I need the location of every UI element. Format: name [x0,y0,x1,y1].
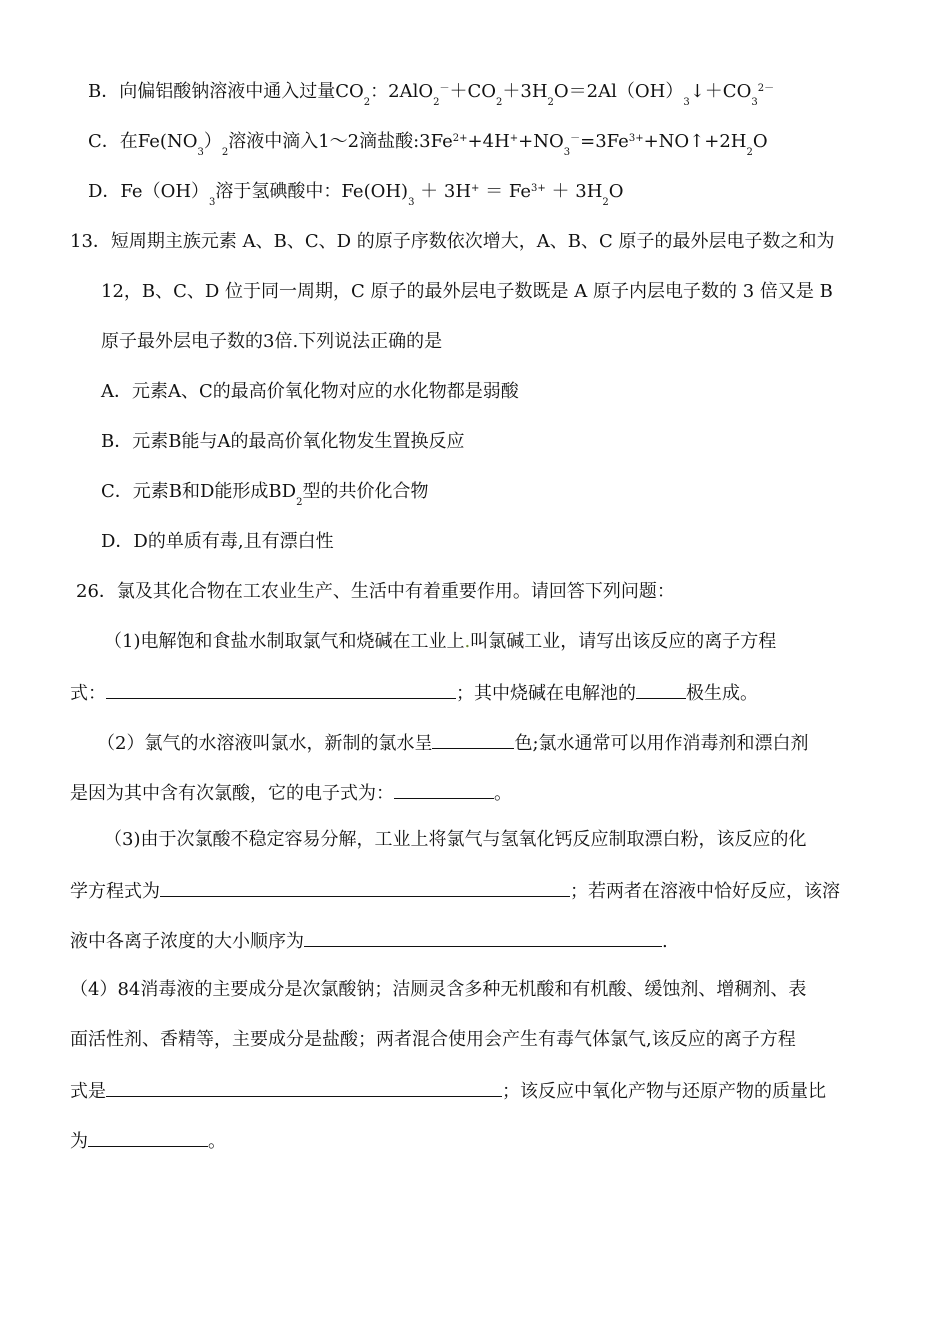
q26-part1-line-2: 式： ；其中烧碱在电解池的 极生成。 [70,680,758,706]
q13-stem-line-3: 原子最外层电子数的3倍.下列说法正确的是 [101,331,443,352]
q26-part2-line-2: 是因为其中含有次氯酸，它的电子式为： 。 [70,780,512,806]
q13-stem-line-2: 12，B、C、D 位于同一周期，C 原子的最外层电子数既是 A 原子内层电子数的 3 倍又是 B [101,281,833,302]
q26-part3-line-1: （3)由于次氯酸不稳定容易分解，工业上将氯气与氢氧化钙反应制取漂白粉，该反应的化 [104,829,807,850]
q26-part1-line-1: （1)电解饱和食盐水制取氯气和烧碱在工业上.叫氯碱工业，请写出该反应的离子方程 [104,631,777,652]
answer-blank-ionic-equation-2[interactable] [106,1078,502,1097]
q26-part4-line-1: （4）84消毒液的主要成分是次氯酸钠；洁厕灵含多种无机酸和有机酸、缓蚀剂、增稠剂、表 [70,979,807,1000]
answer-blank-ionic-equation[interactable] [106,680,456,699]
q26-stem: 26．氯及其化合物在工农业生产、生活中有着重要作用。请回答下列问题： [76,581,675,602]
answer-blank-mass-ratio[interactable] [88,1128,208,1147]
q13-option-d: D．D的单质有毒,且有漂白性 [101,531,334,552]
q26-part4-line-3: 式是 ；该反应中氧化产物与还原产物的质量比 [70,1078,826,1104]
q12-option-b: B．向偏铝酸钠溶液中通入过量$CO_2$：$2AlO_2^-+CO_2+3H_2O=2Al(OH)_3↓+CO_3^{2-}$ [88,81,775,108]
answer-blank-electrode[interactable] [636,680,686,699]
q26-part4-line-4: 为 。 [70,1128,226,1154]
q13-option-a: A．元素A、C的最高价氧化物对应的水化物都是弱酸 [101,381,519,402]
q13-option-b: B．元素B能与A的最高价氧化物发生置换反应 [101,431,465,452]
answer-blank-electron-formula[interactable] [394,780,494,799]
q13-option-c: C．元素B和D能形成$BD_2$型的共价化合物 [101,481,429,508]
answer-blank-ion-order[interactable] [304,928,662,947]
q26-part3-line-3: 液中各离子浓度的大小顺序为 . [70,928,668,954]
q12-option-c: C．在$Fe(NO_3)_2$溶液中滴入1～2滴盐酸$:3Fe^{2+}+4H^++NO_3^-=3Fe^{3+}+NO↑+2H_2O$ [88,131,768,158]
q13-stem-line-1: 13．短周期主族元素 A、B、C、D 的原子序数依次增大，A、B、C 原子的最外层电子数之和为 [70,231,835,252]
answer-blank-color[interactable] [432,730,514,749]
q26-part4-line-2: 面活性剂、香精等，主要成分是盐酸；两者混合使用会产生有毒气体氯气,该反应的离子方程 [70,1029,796,1050]
q26-part2-line-1: （2）氯气的水溶液叫氯水，新制的氯水呈 色;氯水通常可以用作消毒剂和漂白剂 [97,730,809,756]
stray-dot: . [464,631,471,652]
answer-blank-chemical-equation[interactable] [160,878,570,897]
q26-part3-line-2: 学方程式为 ；若两者在溶液中恰好反应，该溶 [70,878,840,904]
q12-option-d: D．$Fe(OH)_3$溶于氢碘酸中：$Fe(OH)_3 + 3H^+ = Fe^{3+} + 3H_2O$ [88,181,624,208]
